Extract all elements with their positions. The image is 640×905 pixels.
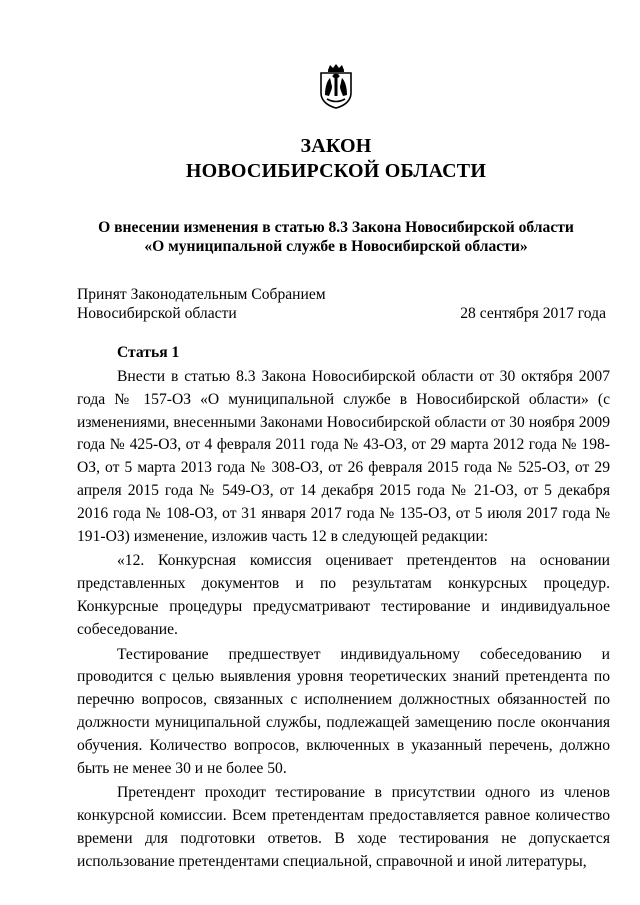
paragraph-testing: Тестирование предшествует индивидуальному собеседованию и проводится с целью выявления уровня теоретических знаний претендента по перечню вопросов, связанных с исполнением должностных обязанностей по должности муниципальной службы, подлежащей замещению после окончания обучения. Количество вопросов, включенных в указанный перечень, должно быть не менее 30 и не более 50. — [77, 645, 610, 777]
law-title-line2: НОВОСИБИРСКОЙ ОБЛАСТИ — [185, 160, 487, 182]
adopted-date: 28 сентября 2017 года — [460, 305, 606, 322]
adopted-by-line2: Новосибирской области — [77, 305, 237, 322]
law-body-text — [77, 366, 610, 874]
paragraph-candidate: Претендент проходит тестирование в присутствии одного из членов конкурсной комиссии. Всем претендентам предоставляется равное количество времени для подготовки ответов. В ходе тестирования не допускается использование претендентами специальной, справочной и иной литературы, — [77, 784, 610, 870]
adopted-by-line1: Принят Законодательным Собранием — [77, 286, 326, 303]
article-heading: Статья 1 — [117, 344, 180, 361]
law-subtitle-line1: О внесении изменения в статью 8.3 Закона Новосибирской области — [98, 219, 574, 236]
novosibirsk-coat-of-arms-icon — [319, 63, 353, 109]
paragraph-part-12: «12. Конкурсная комиссия оценивает претендентов на основании представленных документов и по результатам конкурсных процедур. Конкурсные процедуры предусматривают тестирование и индивидуальное собеседование. — [77, 552, 610, 638]
law-title-line1: ЗАКОН — [300, 135, 372, 157]
paragraph-amendment: Внести в статью 8.3 Закона Новосибирской области от 30 октября 2007 года № 157-ОЗ «О муниципальной службе в Новосибирской области» (с изменениями, внесенными Законами Новосибирской области от 30 ноября 2009 года № 425-ОЗ, от 4 февраля 2011 года № 43-ОЗ, от 29 марта 2012 года № 198-ОЗ, от 5 марта 2013 года № 308-ОЗ, от 26 февраля 2015 года № 525-ОЗ, от 29 апреля 2015 года № 549-ОЗ, от 14 декабря 2015 года № 21-ОЗ, от 5 декабря 2016 года № 108-ОЗ, от 31 января 2017 года № 135-ОЗ, от 5 июля 2017 года № 191-ОЗ) изменение, изложив часть 12 в следующей редакции: — [77, 368, 610, 545]
law-subtitle-line2: «О муниципальной службе в Новосибирской области» — [144, 238, 528, 255]
